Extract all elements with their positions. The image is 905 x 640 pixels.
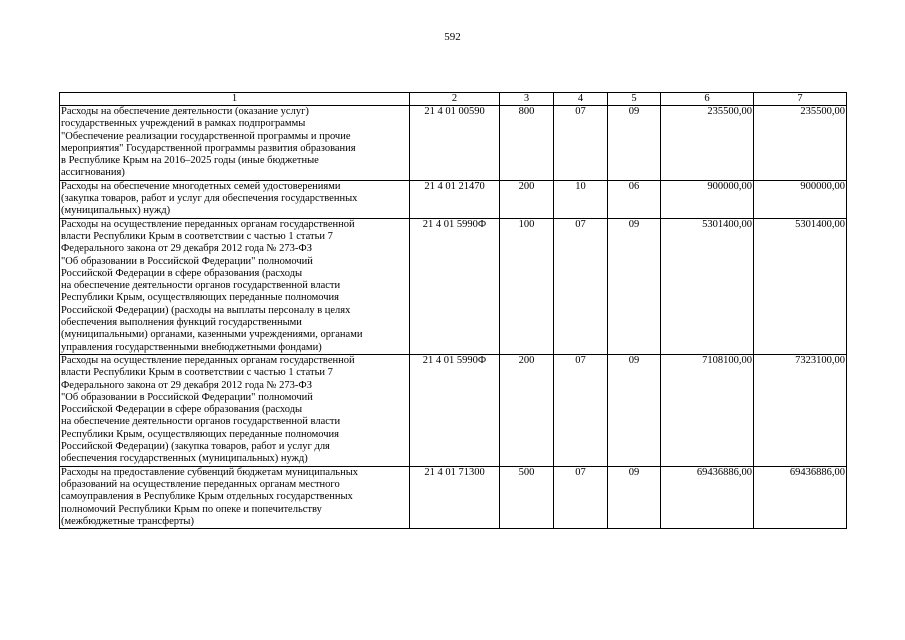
row-code: 21 4 01 00590 xyxy=(410,106,500,181)
row-expense-type: 100 xyxy=(500,218,554,354)
row-amount-1: 235500,00 xyxy=(661,106,754,181)
row-expense-type: 200 xyxy=(500,354,554,466)
row-amount-1: 7108100,00 xyxy=(661,354,754,466)
column-header-4: 4 xyxy=(554,93,608,106)
row-code: 21 4 01 5990Ф xyxy=(410,354,500,466)
row-section: 07 xyxy=(554,354,608,466)
row-code: 21 4 01 71300 xyxy=(410,466,500,528)
table-row xyxy=(60,218,847,354)
row-subsection: 09 xyxy=(608,466,661,528)
row-amount-1: 5301400,00 xyxy=(661,218,754,354)
table-row xyxy=(60,106,847,181)
budget-table xyxy=(59,92,847,529)
column-header-3: 3 xyxy=(500,93,554,106)
row-amount-2: 7323100,00 xyxy=(754,354,847,466)
column-header-7: 7 xyxy=(754,93,847,106)
row-code: 21 4 01 5990Ф xyxy=(410,218,500,354)
row-expense-type: 200 xyxy=(500,180,554,218)
column-header-2: 2 xyxy=(410,93,500,106)
row-subsection: 09 xyxy=(608,106,661,181)
page-number: 592 xyxy=(444,31,461,43)
row-subsection: 09 xyxy=(608,354,661,466)
column-header-6: 6 xyxy=(661,93,754,106)
row-description: Расходы на осуществление переданных органам государственной власти Республики Крым в соответствии с частью 1 статьи 7 Федерального закона от 29 декабря 2012 года № 273-ФЗ "Об образовании в Российской Федерации" полномочий Российской Федерации в сфере образования (расходы на обеспечение деятельности органов государственной власти Республики Крым, осуществляющих переданные полномочия Российской Федерации) (расходы на выплаты персоналу в целях обеспечения выполнения функций государственными (муниципальными) органами, казенными учреждениями, органами управления государственными внебюджетными фондами) xyxy=(60,218,410,354)
row-section: 07 xyxy=(554,218,608,354)
row-code: 21 4 01 21470 xyxy=(410,180,500,218)
row-amount-1: 900000,00 xyxy=(661,180,754,218)
table-row xyxy=(60,466,847,528)
row-description: Расходы на обеспечение деятельности (оказание услуг) государственных учреждений в рамках подпрограммы "Обеспечение реализации государственной программы и прочие мероприятия" Государственной программы развития образования в Республике Крым на 2016–2025 годы (иные бюджетные ассигнования) xyxy=(60,106,410,181)
header-row xyxy=(60,93,847,106)
row-amount-1: 69436886,00 xyxy=(661,466,754,528)
row-amount-2: 900000,00 xyxy=(754,180,847,218)
table-row xyxy=(60,180,847,218)
row-amount-2: 235500,00 xyxy=(754,106,847,181)
row-description: Расходы на предоставление субвенций бюджетам муниципальных образований на осуществление переданных органам местного самоуправления в Республике Крым отдельных государственных полномочий Республики Крым по опеке и попечительству (межбюджетные трансферты) xyxy=(60,466,410,528)
table-row xyxy=(60,354,847,466)
row-section: 07 xyxy=(554,106,608,181)
row-expense-type: 500 xyxy=(500,466,554,528)
row-section: 07 xyxy=(554,466,608,528)
row-subsection: 06 xyxy=(608,180,661,218)
row-section: 10 xyxy=(554,180,608,218)
row-subsection: 09 xyxy=(608,218,661,354)
column-header-5: 5 xyxy=(608,93,661,106)
row-description: Расходы на обеспечение многодетных семей удостоверениями (закупка товаров, работ и услуг для обеспечения государственных (муниципальных) нужд) xyxy=(60,180,410,218)
row-expense-type: 800 xyxy=(500,106,554,181)
row-description: Расходы на осуществление переданных органам государственной власти Республики Крым в соответствии с частью 1 статьи 7 Федерального закона от 29 декабря 2012 года № 273-ФЗ "Об образовании в Российской Федерации" полномочий Российской Федерации в сфере образования (расходы на обеспечение деятельности органов государственной власти Республики Крым, осуществляющих переданные полномочия Российской Федерации) (закупка товаров, работ и услуг для обеспечения государственных (муниципальных) нужд) xyxy=(60,354,410,466)
column-header-1: 1 xyxy=(60,93,410,106)
row-amount-2: 5301400,00 xyxy=(754,218,847,354)
row-amount-2: 69436886,00 xyxy=(754,466,847,528)
